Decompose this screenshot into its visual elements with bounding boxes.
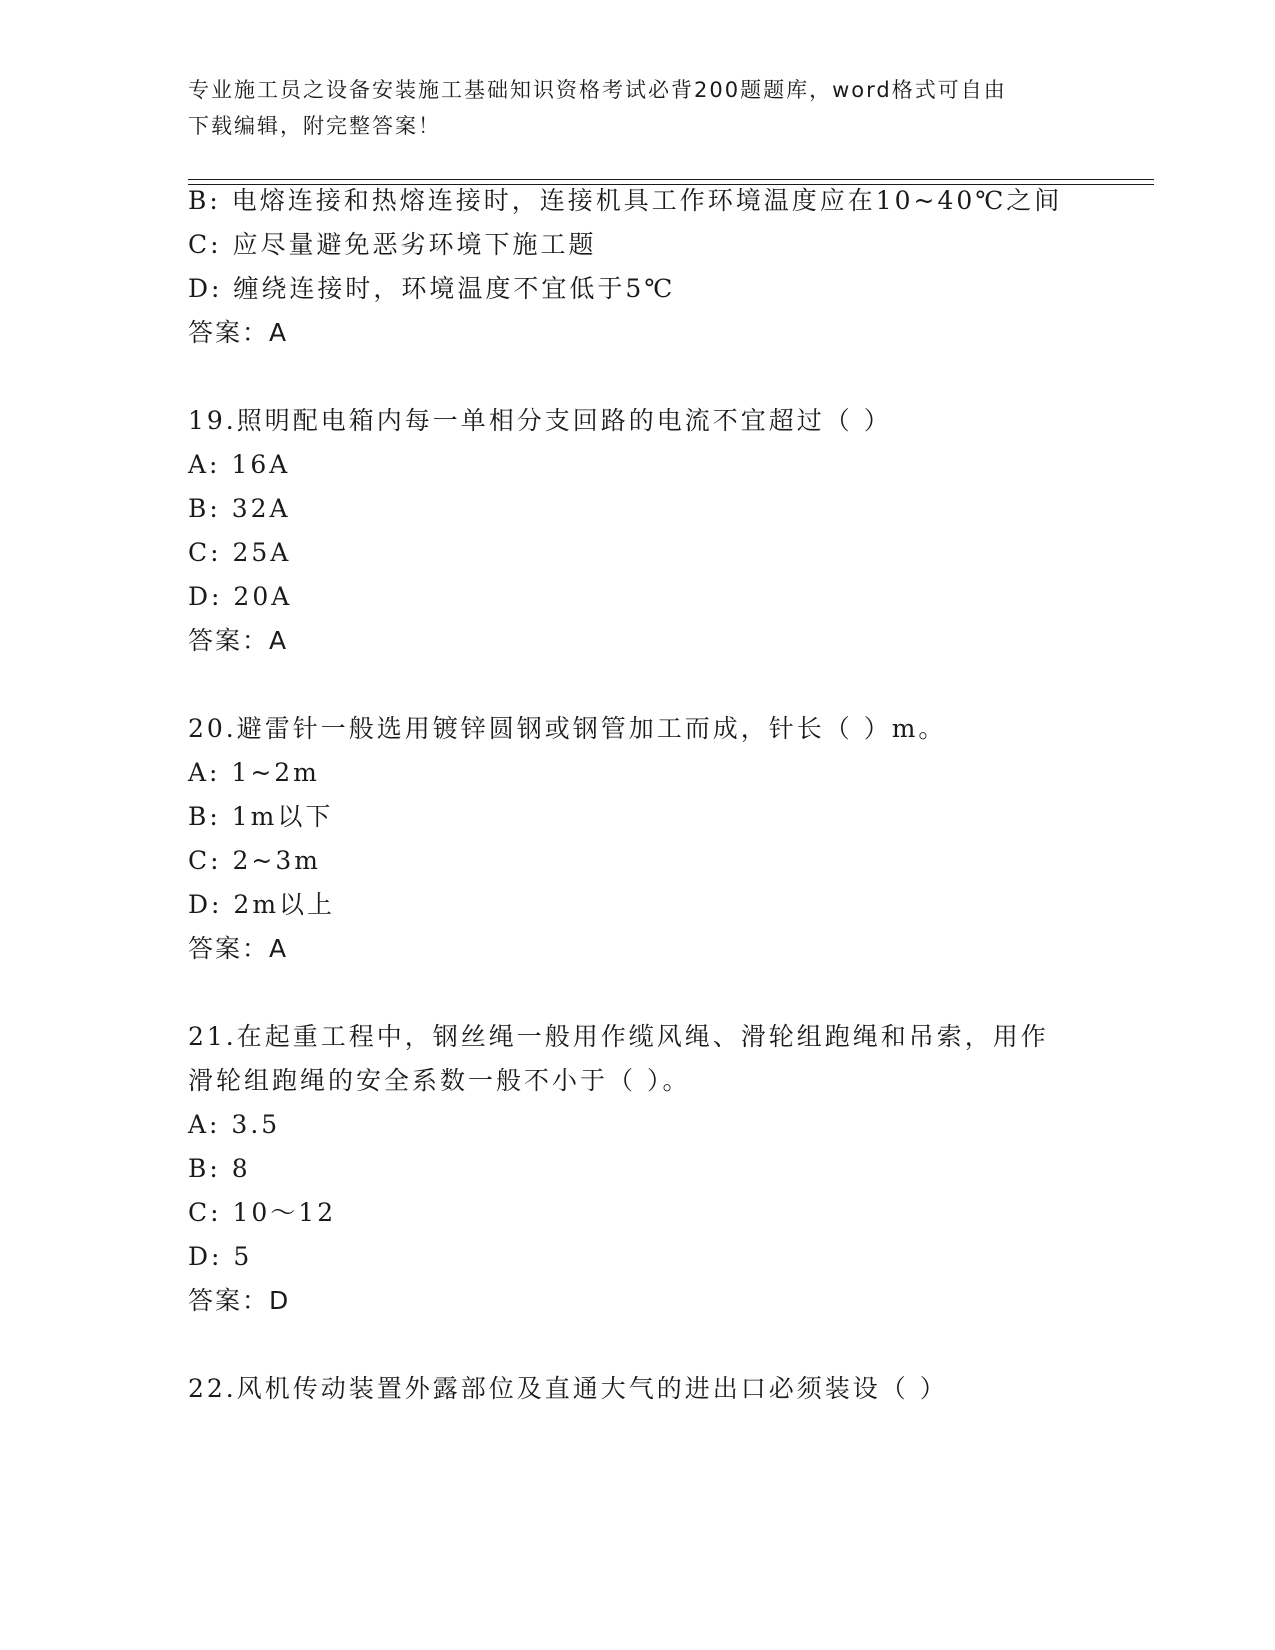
document-header [188, 72, 1068, 144]
q19-option-c: C: 25A [188, 538, 292, 567]
q19-option-a: A: 16A [188, 450, 291, 479]
q18-answer: 答案：A [188, 318, 289, 347]
q21-question-line-2: 滑轮组跑绳的安全系数一般不小于（ ）。 [188, 1066, 691, 1095]
q21-answer: 答案：D [188, 1286, 291, 1315]
q22-question: 22.风机传动装置外露部位及直通大气的进出口必须装设（ ） [188, 1374, 948, 1403]
q20-option-b: B: 1m以下 [188, 802, 334, 831]
header-divider-top [188, 179, 1154, 180]
q19-option-d: D: 20A [188, 582, 293, 611]
q20-question: 20.避雷针一般选用镀锌圆钢或钢管加工而成，针长（ ）m。 [188, 714, 947, 743]
q21-option-c: C: 10～12 [188, 1198, 337, 1227]
q18-option-b: B: 电熔连接和热熔连接时，连接机具工作环境温度应在10~40℃之间 [188, 186, 1063, 215]
q18-option-d: D: 缠绕连接时，环境温度不宜低于5℃ [188, 274, 676, 303]
q20-option-a: A: 1~2m [188, 758, 320, 787]
q19-option-b: B: 32A [188, 494, 291, 523]
q19-question: 19.照明配电箱内每一单相分支回路的电流不宜超过（ ） [188, 406, 892, 435]
q20-option-c: C: 2~3m [188, 846, 321, 875]
header-title-line-2: 下载编辑，附完整答案！ [188, 114, 441, 138]
q21-option-d: D: 5 [188, 1242, 253, 1271]
q19-answer: 答案：A [188, 626, 289, 655]
q20-option-d: D: 2m以上 [188, 890, 336, 919]
q21-option-a: A: 3.5 [188, 1110, 281, 1139]
q20-answer: 答案：A [188, 934, 289, 963]
q21-option-b: B: 8 [188, 1154, 251, 1183]
header-title-line-1: 专业施工员之设备安装施工基础知识资格考试必背200题题库，word格式可自由 [188, 78, 1007, 102]
q21-question-line-1: 21.在起重工程中，钢丝绳一般用作缆风绳、滑轮组跑绳和吊索，用作 [188, 1022, 1049, 1051]
q18-option-c: C: 应尽量避免恶劣环境下施工题 [188, 230, 597, 259]
